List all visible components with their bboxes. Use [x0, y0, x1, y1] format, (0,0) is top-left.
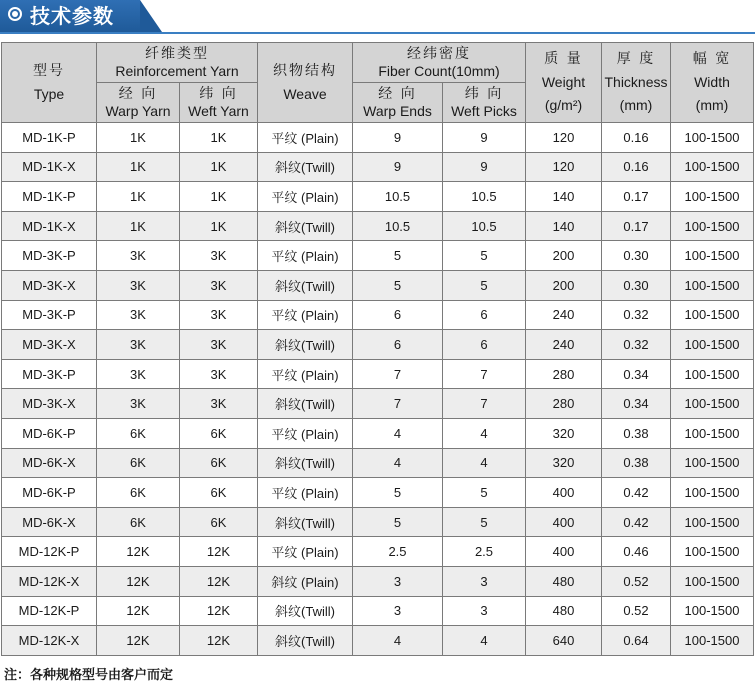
- cell-warp-ends: 4: [353, 418, 443, 448]
- cell-width: 100-1500: [671, 626, 754, 656]
- col-header-weave: 织物结构 Weave: [258, 43, 353, 123]
- cell-warp-yarn: 1K: [97, 152, 180, 182]
- cell-model: MD-12K-P: [2, 596, 97, 626]
- col-header-model: 型号 Type: [2, 43, 97, 123]
- cell-thickness: 0.30: [602, 270, 671, 300]
- cell-weft-yarn: 1K: [180, 123, 258, 153]
- cell-weft-picks: 5: [443, 507, 526, 537]
- col-header-weft-yarn: 纬 向 Weft Yarn: [180, 83, 258, 123]
- cell-thickness: 0.38: [602, 448, 671, 478]
- cell-weave: 平纹 (Plain): [258, 478, 353, 508]
- cell-warp-yarn: 6K: [97, 418, 180, 448]
- cell-warp-ends: 7: [353, 359, 443, 389]
- col-header-weight: 质 量 Weight (g/m²): [526, 43, 602, 123]
- cell-weight: 240: [526, 330, 602, 360]
- section-header: [0, 0, 755, 34]
- table-row: [2, 448, 754, 478]
- cell-weft-picks: 4: [443, 418, 526, 448]
- cell-thickness: 0.42: [602, 507, 671, 537]
- cell-width: 100-1500: [671, 537, 754, 567]
- cell-weft-picks: 6: [443, 300, 526, 330]
- spec-table-body: [2, 123, 754, 656]
- cell-warp-ends: 3: [353, 566, 443, 596]
- cell-weft-picks: 4: [443, 626, 526, 656]
- cell-width: 100-1500: [671, 566, 754, 596]
- cell-model: MD-6K-P: [2, 418, 97, 448]
- cell-model: MD-3K-P: [2, 359, 97, 389]
- cell-weft-picks: 5: [443, 478, 526, 508]
- cell-weight: 200: [526, 241, 602, 271]
- cell-model: MD-1K-P: [2, 123, 97, 153]
- cell-model: MD-12K-P: [2, 537, 97, 567]
- cell-model: MD-6K-X: [2, 507, 97, 537]
- cell-weight: 240: [526, 300, 602, 330]
- table-row: [2, 389, 754, 419]
- cell-weft-picks: 9: [443, 123, 526, 153]
- cell-weight: 640: [526, 626, 602, 656]
- cell-warp-yarn: 12K: [97, 626, 180, 656]
- cell-weave: 斜纹(Twill): [258, 626, 353, 656]
- cell-model: MD-3K-X: [2, 330, 97, 360]
- cell-model: MD-1K-X: [2, 211, 97, 241]
- cell-weight: 120: [526, 123, 602, 153]
- cell-warp-yarn: 6K: [97, 507, 180, 537]
- cell-width: 100-1500: [671, 211, 754, 241]
- cell-warp-yarn: 3K: [97, 389, 180, 419]
- cell-warp-ends: 3: [353, 596, 443, 626]
- cell-thickness: 0.42: [602, 478, 671, 508]
- table-row: [2, 152, 754, 182]
- cell-width: 100-1500: [671, 182, 754, 212]
- table-row: [2, 596, 754, 626]
- col-header-yarn: 纤维类型 Reinforcement Yarn: [97, 43, 258, 83]
- table-row: [2, 123, 754, 153]
- cell-thickness: 0.46: [602, 537, 671, 567]
- cell-thickness: 0.38: [602, 418, 671, 448]
- cell-thickness: 0.34: [602, 359, 671, 389]
- col-header-width: 幅 宽 Width (mm): [671, 43, 754, 123]
- col-header-fiber-count: 经纬密度 Fiber Count(10mm): [353, 43, 526, 83]
- cell-thickness: 0.30: [602, 241, 671, 271]
- cell-weight: 200: [526, 270, 602, 300]
- cell-weft-yarn: 6K: [180, 478, 258, 508]
- cell-weave: 平纹 (Plain): [258, 300, 353, 330]
- cell-weft-yarn: 1K: [180, 211, 258, 241]
- table-row: [2, 270, 754, 300]
- cell-warp-ends: 5: [353, 507, 443, 537]
- col-header-thickness: 厚 度 Thickness (mm): [602, 43, 671, 123]
- cell-width: 100-1500: [671, 418, 754, 448]
- cell-weight: 400: [526, 507, 602, 537]
- cell-warp-ends: 9: [353, 152, 443, 182]
- cell-weft-picks: 3: [443, 566, 526, 596]
- cell-width: 100-1500: [671, 478, 754, 508]
- cell-weft-yarn: 1K: [180, 152, 258, 182]
- cell-weft-picks: 4: [443, 448, 526, 478]
- cell-weave: 斜纹(Twill): [258, 330, 353, 360]
- cell-weft-yarn: 3K: [180, 389, 258, 419]
- cell-warp-yarn: 1K: [97, 182, 180, 212]
- cell-weft-yarn: 6K: [180, 418, 258, 448]
- cell-weight: 400: [526, 478, 602, 508]
- cell-warp-yarn: 3K: [97, 270, 180, 300]
- cell-warp-ends: 5: [353, 478, 443, 508]
- circle-bullet-icon: [8, 7, 22, 21]
- section-title-tab: [0, 0, 140, 32]
- cell-weave: 平纹 (Plain): [258, 359, 353, 389]
- cell-weave: 斜纹(Twill): [258, 389, 353, 419]
- cell-weight: 480: [526, 596, 602, 626]
- col-header-warp-ends: 经 向 Warp Ends: [353, 83, 443, 123]
- cell-weave: 斜纹(Twill): [258, 596, 353, 626]
- table-row: [2, 507, 754, 537]
- cell-weave: 斜纹 (Plain): [258, 566, 353, 596]
- cell-width: 100-1500: [671, 152, 754, 182]
- cell-weave: 平纹 (Plain): [258, 537, 353, 567]
- cell-weave: 平纹 (Plain): [258, 241, 353, 271]
- cell-warp-yarn: 12K: [97, 537, 180, 567]
- cell-weft-picks: 10.5: [443, 182, 526, 212]
- cell-weight: 120: [526, 152, 602, 182]
- cell-weave: 斜纹(Twill): [258, 507, 353, 537]
- cell-warp-ends: 10.5: [353, 211, 443, 241]
- cell-width: 100-1500: [671, 389, 754, 419]
- cell-width: 100-1500: [671, 270, 754, 300]
- cell-warp-yarn: 3K: [97, 241, 180, 271]
- cell-width: 100-1500: [671, 448, 754, 478]
- cell-model: MD-1K-P: [2, 182, 97, 212]
- cell-warp-yarn: 3K: [97, 330, 180, 360]
- cell-warp-yarn: 3K: [97, 300, 180, 330]
- cell-warp-ends: 10.5: [353, 182, 443, 212]
- cell-thickness: 0.16: [602, 123, 671, 153]
- cell-width: 100-1500: [671, 123, 754, 153]
- cell-width: 100-1500: [671, 359, 754, 389]
- spec-table: [1, 42, 754, 656]
- cell-weave: 斜纹(Twill): [258, 448, 353, 478]
- cell-weave: 斜纹(Twill): [258, 211, 353, 241]
- cell-model: MD-3K-P: [2, 241, 97, 271]
- cell-model: MD-12K-X: [2, 626, 97, 656]
- cell-weave: 平纹 (Plain): [258, 418, 353, 448]
- cell-warp-ends: 4: [353, 626, 443, 656]
- cell-warp-yarn: 3K: [97, 359, 180, 389]
- cell-width: 100-1500: [671, 507, 754, 537]
- cell-warp-yarn: 1K: [97, 211, 180, 241]
- table-row: [2, 418, 754, 448]
- cell-model: MD-1K-X: [2, 152, 97, 182]
- cell-weave: 斜纹(Twill): [258, 270, 353, 300]
- cell-model: MD-6K-P: [2, 478, 97, 508]
- cell-weight: 140: [526, 182, 602, 212]
- cell-width: 100-1500: [671, 596, 754, 626]
- table-row: [2, 182, 754, 212]
- cell-thickness: 0.52: [602, 566, 671, 596]
- cell-thickness: 0.17: [602, 211, 671, 241]
- cell-warp-ends: 4: [353, 448, 443, 478]
- cell-weave: 平纹 (Plain): [258, 182, 353, 212]
- cell-weight: 280: [526, 389, 602, 419]
- cell-model: MD-6K-X: [2, 448, 97, 478]
- cell-model: MD-12K-X: [2, 566, 97, 596]
- cell-model: MD-3K-X: [2, 270, 97, 300]
- cell-thickness: 0.16: [602, 152, 671, 182]
- cell-weft-picks: 7: [443, 389, 526, 419]
- cell-thickness: 0.52: [602, 596, 671, 626]
- col-header-warp-yarn: 经 向 Warp Yarn: [97, 83, 180, 123]
- cell-width: 100-1500: [671, 241, 754, 271]
- cell-weft-yarn: 3K: [180, 300, 258, 330]
- table-row: [2, 211, 754, 241]
- cell-warp-yarn: 12K: [97, 596, 180, 626]
- cell-weft-picks: 7: [443, 359, 526, 389]
- table-row: [2, 300, 754, 330]
- cell-weight: 320: [526, 418, 602, 448]
- table-row: [2, 359, 754, 389]
- cell-weft-picks: 3: [443, 596, 526, 626]
- cell-weft-yarn: 12K: [180, 596, 258, 626]
- cell-thickness: 0.32: [602, 300, 671, 330]
- cell-warp-yarn: 12K: [97, 566, 180, 596]
- cell-weft-yarn: 6K: [180, 507, 258, 537]
- section-title: 技术参数: [30, 4, 114, 28]
- cell-thickness: 0.34: [602, 389, 671, 419]
- cell-model: MD-3K-X: [2, 389, 97, 419]
- cell-weight: 320: [526, 448, 602, 478]
- cell-weft-yarn: 3K: [180, 241, 258, 271]
- cell-weft-yarn: 12K: [180, 626, 258, 656]
- cell-weft-yarn: 3K: [180, 270, 258, 300]
- cell-weight: 480: [526, 566, 602, 596]
- cell-warp-ends: 6: [353, 330, 443, 360]
- cell-width: 100-1500: [671, 300, 754, 330]
- table-row: [2, 626, 754, 656]
- cell-weft-picks: 9: [443, 152, 526, 182]
- cell-weight: 140: [526, 211, 602, 241]
- table-row: [2, 478, 754, 508]
- cell-warp-ends: 5: [353, 270, 443, 300]
- cell-warp-ends: 5: [353, 241, 443, 271]
- cell-warp-yarn: 6K: [97, 448, 180, 478]
- cell-warp-ends: 2.5: [353, 537, 443, 567]
- cell-weft-yarn: 3K: [180, 359, 258, 389]
- cell-thickness: 0.17: [602, 182, 671, 212]
- cell-warp-ends: 9: [353, 123, 443, 153]
- cell-weft-yarn: 3K: [180, 330, 258, 360]
- cell-warp-yarn: 1K: [97, 123, 180, 153]
- cell-weft-yarn: 1K: [180, 182, 258, 212]
- cell-warp-ends: 6: [353, 300, 443, 330]
- table-row: [2, 537, 754, 567]
- cell-warp-yarn: 6K: [97, 478, 180, 508]
- cell-thickness: 0.32: [602, 330, 671, 360]
- cell-weft-yarn: 12K: [180, 537, 258, 567]
- cell-weft-picks: 5: [443, 241, 526, 271]
- cell-thickness: 0.64: [602, 626, 671, 656]
- cell-warp-ends: 7: [353, 389, 443, 419]
- table-row: [2, 330, 754, 360]
- cell-model: MD-3K-P: [2, 300, 97, 330]
- table-row: [2, 241, 754, 271]
- cell-weft-picks: 10.5: [443, 211, 526, 241]
- table-row: [2, 566, 754, 596]
- cell-weft-yarn: 6K: [180, 448, 258, 478]
- cell-weft-picks: 6: [443, 330, 526, 360]
- cell-weave: 平纹 (Plain): [258, 123, 353, 153]
- cell-weft-picks: 2.5: [443, 537, 526, 567]
- col-header-weft-picks: 纬 向 Weft Picks: [443, 83, 526, 123]
- cell-width: 100-1500: [671, 330, 754, 360]
- cell-weave: 斜纹(Twill): [258, 152, 353, 182]
- cell-weight: 280: [526, 359, 602, 389]
- cell-weft-picks: 5: [443, 270, 526, 300]
- footnote: 注：各种规格型号由客户而定: [4, 668, 174, 683]
- cell-weight: 400: [526, 537, 602, 567]
- cell-weft-yarn: 12K: [180, 566, 258, 596]
